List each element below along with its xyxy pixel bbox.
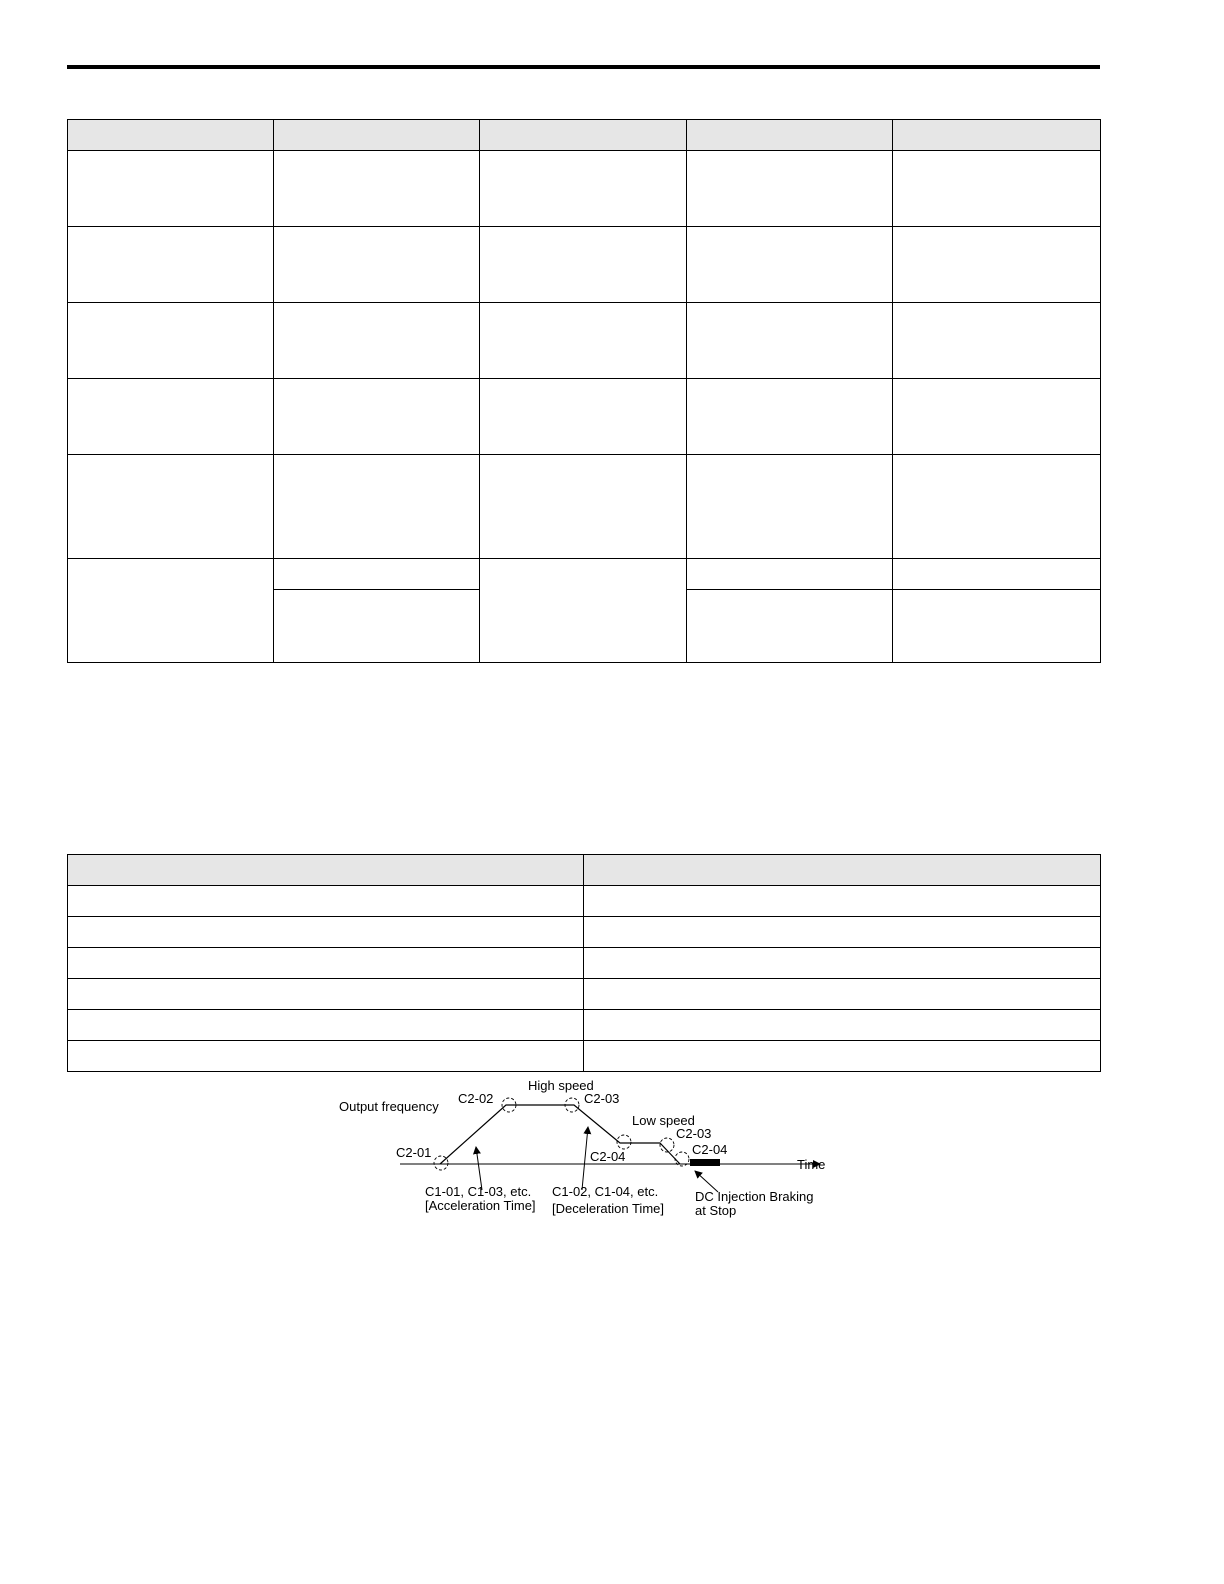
table-cell [584,1041,1101,1072]
table-cell [687,379,893,455]
table-cell [584,948,1101,979]
table-cell [274,559,480,590]
table-cell [584,886,1101,917]
table-cell [480,227,687,303]
header-cell [687,120,893,151]
c2-02-label: C2-02 [458,1091,494,1106]
table-cell [68,455,274,559]
decel-label-line2: [Deceleration Time] [552,1201,664,1216]
table-cell [584,979,1101,1010]
table-header-row [68,120,1101,151]
header-cell [68,120,274,151]
table-row [68,151,1101,227]
table-cell [274,227,480,303]
header-cell [584,855,1101,886]
table-row [68,559,1101,590]
table-cell [893,151,1101,227]
table-cell [274,303,480,379]
table-cell [68,1010,584,1041]
table-cell [893,590,1101,663]
table-cell [480,379,687,455]
high-speed-label: High speed [528,1078,594,1093]
table-row [68,917,1101,948]
decel-pointer-arrow [582,1127,588,1190]
dc-label-line1: DC Injection Braking [695,1189,814,1204]
c2-01-label: C2-01 [396,1145,432,1160]
setting-table [67,854,1101,1072]
table-cell [68,886,584,917]
c2-04-low-label: C2-04 [692,1142,728,1157]
table-cell [274,455,480,559]
low-speed-label: Low speed [632,1113,695,1128]
table-row [68,379,1101,455]
s-curve-figure [330,1070,840,1230]
decel-label-line1: C1-02, C1-04, etc. [552,1184,659,1199]
table-cell [68,917,584,948]
table-cell [480,303,687,379]
table-cell [687,455,893,559]
table-cell [68,1041,584,1072]
table-cell [687,559,893,590]
c2-03-label: C2-03 [584,1091,620,1106]
table-cell [687,590,893,663]
table-cell [274,379,480,455]
table-cell [687,151,893,227]
table-cell [68,379,274,455]
c2-04-label: C2-04 [590,1149,626,1164]
table-cell [893,379,1101,455]
header-rule [67,65,1100,69]
table-cell [68,303,274,379]
dc-injection-block [690,1159,720,1166]
table-cell [893,559,1101,590]
table-cell [480,455,687,559]
table-row [68,1010,1101,1041]
table-cell [480,559,687,663]
table-header-row [68,855,1101,886]
table-row [68,455,1101,559]
accel-label-line1: C1-01, C1-03, etc. [425,1184,532,1199]
table-row [68,886,1101,917]
table-cell [687,303,893,379]
header-cell [68,855,584,886]
table-cell [584,917,1101,948]
accel-label-line2: [Acceleration Time] [425,1198,536,1213]
table-cell [68,979,584,1010]
table-cell [893,455,1101,559]
table-cell [274,151,480,227]
table-cell [893,227,1101,303]
parameter-table [67,119,1101,663]
header-cell [893,120,1101,151]
table-row [68,303,1101,379]
table-cell [274,590,480,663]
table-cell [68,227,274,303]
table-cell [893,303,1101,379]
c2-03-low-label: C2-03 [676,1126,712,1141]
table-cell [68,151,274,227]
table-cell [480,151,687,227]
table-row [68,979,1101,1010]
table-row [68,1041,1101,1072]
table-row [68,227,1101,303]
table-row [68,948,1101,979]
dc-label-line2: at Stop [695,1203,737,1218]
table-cell [68,948,584,979]
table-cell [687,227,893,303]
table-cell [68,559,274,663]
output-frequency-label: Output frequency [339,1099,439,1114]
header-cell [274,120,480,151]
header-cell [480,120,687,151]
table-cell [584,1010,1101,1041]
time-label: Time [797,1157,826,1172]
